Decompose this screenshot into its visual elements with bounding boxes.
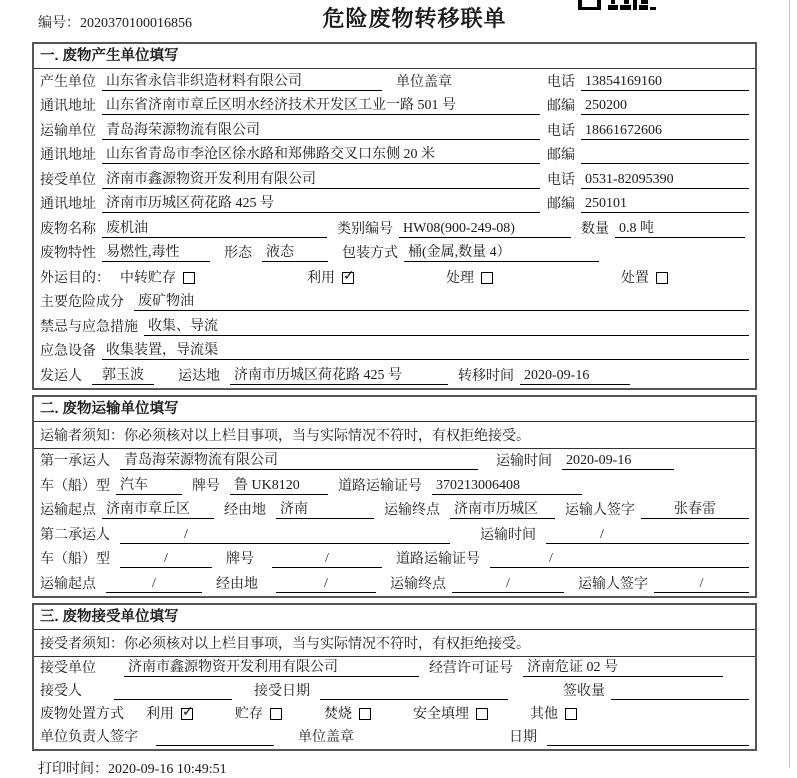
via-label: 经由地 xyxy=(224,503,266,518)
receiver-label: 接受单位 xyxy=(40,172,96,188)
disposal-option-incinerate xyxy=(324,703,371,723)
receive-date-field xyxy=(320,683,508,700)
disposal-label: 废物处置方式 xyxy=(40,706,124,722)
print-time-label: 打印时间： xyxy=(38,761,108,777)
disposal-option-landfill xyxy=(413,703,488,723)
row-taboo xyxy=(34,314,755,339)
date-field xyxy=(547,729,749,746)
transporter-zip-label: 邮编 xyxy=(547,148,575,163)
carrier1-label: 第一承运人 xyxy=(40,454,110,469)
serial-label: 编号： xyxy=(38,16,80,31)
amount-field xyxy=(611,683,749,700)
via-label: 经由地 xyxy=(216,576,258,592)
destination-field: 济南市历城区荷花路 425 号 xyxy=(230,364,448,385)
carrier1-license-field: 370213006408 xyxy=(432,478,582,495)
receive-unit-label: 接受单位 xyxy=(40,660,96,676)
plate-label: 牌号 xyxy=(192,478,220,494)
date-label: 日期 xyxy=(509,729,537,745)
producer-address-field: 山东省济南市章丘区明水经济技术开发区工业一路 501 号 xyxy=(102,94,540,115)
carrier1-time-field: 2020-09-16 xyxy=(562,453,674,470)
form-label: 形态 xyxy=(224,246,252,261)
carrier2-origin-field: / xyxy=(106,576,202,593)
transporter-phone-field: 18661672606 xyxy=(581,123,749,140)
address-label: 通讯地址 xyxy=(40,148,96,163)
carrier2-license-field: / xyxy=(490,551,749,568)
row-carrier1-route xyxy=(34,498,755,523)
producer-zip-field: 250200 xyxy=(581,98,749,115)
producer-phone-field: 13854169160 xyxy=(581,74,749,91)
carrier2-time-label: 运输时间 xyxy=(480,527,536,543)
utilize-checkbox xyxy=(342,272,354,284)
shipper-label: 发运人 xyxy=(40,368,82,384)
recipient-label: 接受人 xyxy=(40,683,82,699)
disposal-option-label: 焚烧 xyxy=(324,706,352,722)
row-producer-address xyxy=(34,94,755,119)
landfill-checkbox xyxy=(476,708,488,720)
transporter-zip-field xyxy=(581,147,749,164)
trait-label: 废物特性 xyxy=(40,246,96,261)
transfer-date-field: 2020-09-16 xyxy=(520,368,630,385)
print-time-value: 2020-09-16 10:49:51 xyxy=(108,761,227,777)
purpose-option-label: 中转贮存 xyxy=(120,270,176,286)
row-carrier1-vehicle xyxy=(34,473,755,498)
row-transporter-notice xyxy=(34,422,755,449)
transporter-notice-text: 你必须核对以上栏目事项，当与实际情况不符时，有权拒绝接受。 xyxy=(124,428,530,444)
carrier1-name-field: 青岛海荣源物流有限公司 xyxy=(120,449,478,470)
row-disposal-method xyxy=(34,703,755,726)
hazard-label: 主要危险成分 xyxy=(40,295,124,310)
carrier2-plate-field: / xyxy=(272,551,382,568)
carrier1-via-field: 济南 xyxy=(276,498,374,519)
section3-title: 三. 废物接受单位填写 xyxy=(34,605,755,630)
page-title: 危险废物转移联单 xyxy=(322,6,507,31)
producer-name-field: 山东省永信非织造材料有限公司 xyxy=(102,70,382,91)
seal-label: 单位盖章 xyxy=(396,74,452,90)
purpose-option-label: 处置 xyxy=(621,270,649,286)
row-receiver xyxy=(34,167,755,192)
end-label: 运输终点 xyxy=(390,576,446,592)
destination-label: 运达地 xyxy=(178,368,220,384)
carrier2-label: 第二承运人 xyxy=(40,527,110,543)
disposal-option-label: 贮存 xyxy=(235,706,263,722)
sign-label: 运输人签字 xyxy=(565,503,635,518)
row-transporter xyxy=(34,118,755,143)
row-chief-signature xyxy=(34,726,755,749)
taboo-field: 收集、导流 xyxy=(144,315,749,336)
section-receiver xyxy=(32,603,757,751)
carrier2-via-field: / xyxy=(276,576,376,593)
row-carrier2 xyxy=(34,522,755,547)
purpose-label: 外运目的： xyxy=(40,270,110,286)
row-transporter-address xyxy=(34,143,755,168)
license-label: 道路运输证号 xyxy=(338,478,422,494)
row-shipper xyxy=(34,363,755,388)
row-producer xyxy=(34,69,755,94)
hazard-field: 废矿物油 xyxy=(134,290,749,311)
section-producer xyxy=(32,42,757,390)
row-carrier1 xyxy=(34,449,755,474)
purpose-option-dispose xyxy=(621,267,668,287)
carrier1-sign-field: 张春雷 xyxy=(641,498,749,519)
origin-label: 运输起点 xyxy=(40,503,96,518)
disposal-option-label: 利用 xyxy=(146,706,174,722)
receiver-name-field: 济南市鑫源物资开发利用有限公司 xyxy=(102,168,540,189)
disposal-option-label: 安全填埋 xyxy=(413,706,469,722)
receiver-notice-label: 接受者须知： xyxy=(40,636,124,652)
row-emergency-equipment xyxy=(34,339,755,364)
vehicle-label: 车（船）型 xyxy=(40,552,110,567)
receiver-phone-field: 0531-82095390 xyxy=(581,172,749,189)
incinerate-checkbox xyxy=(359,708,371,720)
transporter-address-field: 山东省青岛市李沧区徐水路和郑佛路交叉口东侧 20 米 xyxy=(102,143,540,164)
section-transporter xyxy=(32,395,757,598)
receive-date-label: 接受日期 xyxy=(254,683,310,699)
carrier2-sign-field: / xyxy=(654,576,749,593)
quantity-field: 0.8 吨 xyxy=(615,217,745,238)
purpose-option-storage xyxy=(120,267,195,287)
disposal-option-other xyxy=(530,703,577,723)
transporter-notice-label: 运输者须知： xyxy=(40,428,124,444)
dispose-checkbox xyxy=(656,272,668,284)
section1-title: 一. 废物产生单位填写 xyxy=(34,44,755,69)
address-label: 通讯地址 xyxy=(40,197,96,212)
treat-checkbox xyxy=(481,272,493,284)
disposal-option-label: 其他 xyxy=(530,706,558,722)
storage-checkbox xyxy=(183,272,195,284)
transporter-phone-label: 电话 xyxy=(547,123,575,139)
section2-title: 二. 废物运输单位填写 xyxy=(34,397,755,422)
equipment-field: 收集装置，导流渠 xyxy=(102,339,749,360)
origin-label: 运输起点 xyxy=(40,576,96,592)
row-receiver-notice xyxy=(34,630,755,657)
serial-value: 2020370100016856 xyxy=(80,16,192,31)
end-label: 运输终点 xyxy=(384,503,440,518)
waste-name-field: 废机油 xyxy=(102,217,327,238)
carrier2-vehicle-field: / xyxy=(120,551,212,568)
receiver-phone-label: 电话 xyxy=(547,172,575,188)
purpose-option-utilize xyxy=(307,267,354,287)
page-edge-line xyxy=(789,0,790,768)
chief-sign-field xyxy=(156,729,274,746)
carrier2-name-field: / xyxy=(120,527,450,544)
row-waste-trait xyxy=(34,241,755,266)
disposal-option-store xyxy=(235,703,282,723)
plate-label: 牌号 xyxy=(226,552,254,567)
equipment-label: 应急设备 xyxy=(40,344,96,359)
permit-field: 济南危证 02 号 xyxy=(523,656,723,677)
row-carrier2-route xyxy=(34,571,755,596)
sign-label: 运输人签字 xyxy=(578,576,648,592)
amount-label: 签收量 xyxy=(563,683,605,699)
permit-label: 经营许可证号 xyxy=(429,660,513,676)
carrier1-vehicle-field: 汽车 xyxy=(116,474,182,495)
carrier2-end-field: / xyxy=(452,576,564,593)
category-label: 类别编号 xyxy=(337,221,393,237)
vehicle-label: 车（船）型 xyxy=(40,478,110,494)
producer-label: 产生单位 xyxy=(40,74,96,90)
shipper-field: 郭玉波 xyxy=(92,364,154,385)
recipient-field xyxy=(114,683,232,700)
purpose-option-treat xyxy=(446,267,493,287)
row-waste-name xyxy=(34,216,755,241)
transporter-name-field: 青岛海荣源物流有限公司 xyxy=(102,119,540,140)
row-receiver-address xyxy=(34,192,755,217)
receiver-address-field: 济南市历城区荷花路 425 号 xyxy=(102,192,540,213)
other-checkbox xyxy=(565,708,577,720)
chief-sign-label: 单位负责人签字 xyxy=(40,729,138,745)
row-receive-unit xyxy=(34,657,755,680)
unit-seal-label: 单位盖章 xyxy=(298,729,354,745)
carrier2-time-field: / xyxy=(546,527,749,544)
carrier1-plate-field: 鲁 UK8120 xyxy=(230,474,328,495)
row-carrier2-vehicle xyxy=(34,547,755,572)
packing-field: 桶(金属,数量 4） xyxy=(404,241,599,262)
qr-code-fragment-icon xyxy=(578,0,656,10)
carrier1-end-field: 济南市历城区 xyxy=(450,498,555,519)
purpose-option-label: 利用 xyxy=(307,270,335,286)
transporter-label: 运输单位 xyxy=(40,123,96,139)
license-label: 道路运输证号 xyxy=(396,552,480,567)
store-checkbox xyxy=(270,708,282,720)
disposal-option-utilize xyxy=(146,703,193,723)
transfer-date-label: 转移时间 xyxy=(458,368,514,384)
packing-label: 包装方式 xyxy=(342,246,398,261)
carrier1-origin-field: 济南市章丘区 xyxy=(102,498,214,519)
producer-zip-label: 邮编 xyxy=(547,99,575,114)
trait-field: 易燃性,毒性 xyxy=(102,241,210,262)
receive-unit-field: 济南市鑫源物资开发利用有限公司 xyxy=(124,656,419,677)
carrier1-time-label: 运输时间 xyxy=(496,454,552,469)
category-code-field: HW08(900-249-08) xyxy=(399,221,571,238)
purpose-option-label: 处理 xyxy=(446,270,474,286)
utilize-checkbox xyxy=(181,708,193,720)
row-recipient xyxy=(34,680,755,703)
receiver-notice-text: 你必须核对以上栏目事项，当与实际情况不符时，有权拒绝接受。 xyxy=(124,636,530,652)
print-timestamp xyxy=(32,758,796,778)
form-field: 液态 xyxy=(262,241,328,262)
producer-phone-label: 电话 xyxy=(547,74,575,90)
row-transfer-purpose xyxy=(34,265,755,290)
receiver-zip-field: 250101 xyxy=(581,196,749,213)
receiver-zip-label: 邮编 xyxy=(547,197,575,212)
row-hazard xyxy=(34,290,755,315)
quantity-label: 数量 xyxy=(581,221,609,237)
taboo-label: 禁忌与应急措施 xyxy=(40,319,138,335)
waste-name-label: 废物名称 xyxy=(40,221,96,237)
address-label: 通讯地址 xyxy=(40,99,96,114)
document-header xyxy=(32,0,757,42)
